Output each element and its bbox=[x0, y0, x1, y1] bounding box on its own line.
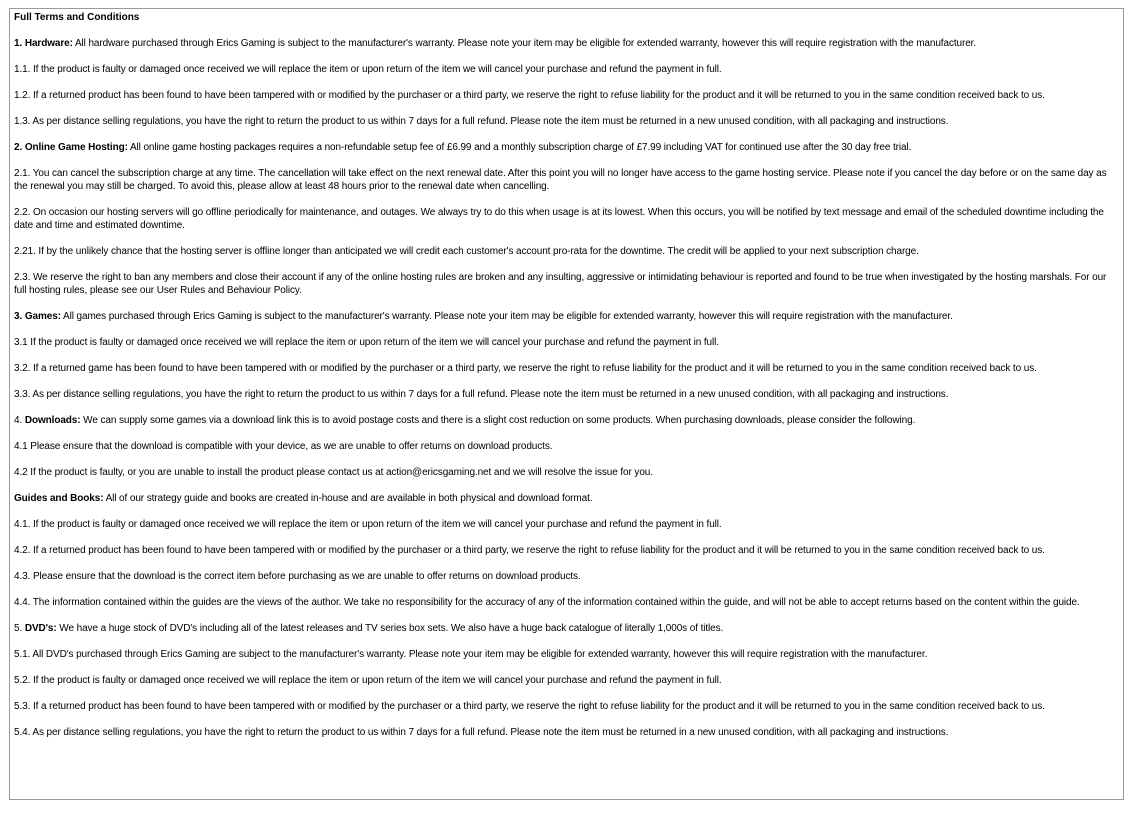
paragraph-text: 1.1. If the product is faulty or damaged once received we will replace the item or upon return of the item we will cancel your purchase and refund the payment in full. bbox=[14, 64, 722, 75]
terms-paragraph bbox=[14, 440, 1119, 453]
paragraph-text: 4.1. If the product is faulty or damaged once received we will replace the item or upon return of the item we will cancel your purchase and refund the payment in full. bbox=[14, 519, 722, 530]
terms-paragraph bbox=[14, 141, 1119, 154]
terms-paragraph bbox=[14, 492, 1119, 505]
terms-body bbox=[14, 37, 1119, 739]
terms-paragraph bbox=[14, 362, 1119, 375]
paragraph-text: All games purchased through Erics Gaming is subject to the manufacturer's warranty. Please note your item may be eligible for extended warranty, however this will require registration with the manufacturer. bbox=[60, 311, 953, 322]
terms-paragraph bbox=[14, 596, 1119, 609]
terms-paragraph bbox=[14, 310, 1119, 323]
terms-paragraph bbox=[14, 37, 1119, 50]
paragraph-text: We can supply some games via a download link this is to avoid postage costs and there is a slight cost reduction on some products. When purchasing downloads, please consider the following. bbox=[80, 415, 916, 426]
terms-paragraph bbox=[14, 700, 1119, 713]
paragraph-text: 2.2. On occasion our hosting servers will go offline periodically for maintenance, and outages. We always try to do this when usage is at its lowest. When this occurs, you will be notified by text message and email of the scheduled downtime including the date and time and estimated downtime. bbox=[14, 207, 1104, 231]
paragraph-text: 4.4. The information contained within the guides are the views of the author. We take no responsibility for the accuracy of any of the information contained within the guide, and will not be able to accept returns based on the content within the guide. bbox=[14, 597, 1080, 608]
paragraph-text: 5.2. If the product is faulty or damaged once received we will replace the item or upon return of the item we will cancel your purchase and refund the payment in full. bbox=[14, 675, 722, 686]
paragraph-text: 1.2. If a returned product has been found to have been tampered with or modified by the purchaser or a third party, we reserve the right to refuse liability for the product and it will be returned to you in the same condition received back to us. bbox=[14, 90, 1045, 101]
terms-paragraph bbox=[14, 544, 1119, 557]
paragraph-text: 2.3. We reserve the right to ban any members and close their account if any of the online hosting rules are broken and any insulting, aggressive or intimidating behaviour is reported and found to be true when investigated by the hosting marshals. For our full hosting rules, please see our User Rules and Behaviour Policy. bbox=[14, 272, 1107, 296]
paragraph-text: 5.4. As per distance selling regulations, you have the right to return the product to us within 7 days for a full refund. Please note the item must be returned in a new unused condition, with all packaging and instructions. bbox=[14, 727, 949, 738]
paragraph-text: 1.3. As per distance selling regulations, you have the right to return the product to us within 7 days for a full refund. Please note the item must be returned in a new unused condition, with all packaging and instructions. bbox=[14, 116, 949, 127]
terms-paragraph bbox=[14, 89, 1119, 102]
page-title: Full Terms and Conditions bbox=[14, 12, 140, 23]
terms-paragraph bbox=[14, 622, 1119, 635]
terms-paragraph bbox=[14, 271, 1119, 297]
terms-paragraph bbox=[14, 726, 1119, 739]
paragraph-text: We have a huge stock of DVD's including all of the latest releases and TV series box sets. We also have a huge back catalogue of literally 1,000s of titles. bbox=[56, 623, 724, 634]
paragraph-text: 3.1 If the product is faulty or damaged once received we will replace the item or upon return of the item we will cancel your purchase and refund the payment in full. bbox=[14, 337, 719, 348]
paragraph-text: 4.2. If a returned product has been found to have been tampered with or modified by the purchaser or a third party, we reserve the right to refuse liability for the product and it will be returned to you in the same condition received back to us. bbox=[14, 545, 1045, 556]
paragraph-text: 2.21. If by the unlikely chance that the hosting server is offline longer than anticipated we will credit each customer's account pro-rata for the downtime. The credit will be applied to your next subscription charge. bbox=[14, 246, 919, 257]
paragraph-text: 5.1. All DVD's purchased through Erics Gaming are subject to the manufacturer's warranty. Please note your item may be eligible for extended warranty, however this will require registration with the manufacturer. bbox=[14, 649, 928, 660]
paragraph-heading: Downloads: bbox=[24, 415, 81, 426]
terms-paragraph bbox=[14, 388, 1119, 401]
paragraph-text: 3.3. As per distance selling regulations, you have the right to return the product to us within 7 days for a full refund. Please note the item must be returned in a new unused condition, with all packaging and instructions. bbox=[14, 389, 949, 400]
paragraph-heading: 3. Games: bbox=[14, 311, 61, 322]
terms-paragraph bbox=[14, 115, 1119, 128]
terms-paragraph bbox=[14, 63, 1119, 76]
terms-paragraph bbox=[14, 648, 1119, 661]
paragraph-text: 4.1 Please ensure that the download is compatible with your device, as we are unable to offer returns on download products. bbox=[14, 441, 553, 452]
terms-paragraph bbox=[14, 518, 1119, 531]
paragraph-heading: DVD's: bbox=[24, 623, 57, 634]
paragraph-heading: Guides and Books: bbox=[14, 493, 104, 504]
paragraph-heading: 2. Online Game Hosting: bbox=[14, 142, 128, 153]
terms-paragraph bbox=[14, 414, 1119, 427]
paragraph-text: 2.1. You can cancel the subscription charge at any time. The cancellation will take effect on the next renewal date. After this point you will no longer have access to the game hosting service. Please note if you cancel the day before or on the same day as the renewal you may still be charged. To avoid this, please allow at least 48 hours prior to the renewal date when cancelling. bbox=[14, 168, 1107, 192]
terms-paragraph bbox=[14, 466, 1119, 479]
paragraph-heading: 1. Hardware: bbox=[14, 38, 73, 49]
paragraph-text: All hardware purchased through Erics Gaming is subject to the manufacturer's warranty. Please note your item may be eligible for extended warranty, however this will require registration with the manufacturer. bbox=[72, 38, 977, 49]
paragraph-text: 5.3. If a returned product has been found to have been tampered with or modified by the purchaser or a third party, we reserve the right to refuse liability for the product and it will be returned to you in the same condition received back to us. bbox=[14, 701, 1045, 712]
terms-paragraph bbox=[14, 245, 1119, 258]
paragraph-prefix: 5. bbox=[14, 623, 25, 634]
paragraph-text: 3.2. If a returned game has been found to have been tampered with or modified by the purchaser or a third party, we reserve the right to refuse liability for the product and it will be returned to you in the same condition received back to us. bbox=[14, 363, 1037, 374]
paragraph-prefix: 4. bbox=[14, 415, 25, 426]
paragraph-text: 4.3. Please ensure that the download is the correct item before purchasing as we are unable to offer returns on download products. bbox=[14, 571, 581, 582]
terms-paragraph bbox=[14, 206, 1119, 232]
terms-paragraph bbox=[14, 336, 1119, 349]
terms-paragraph bbox=[14, 570, 1119, 583]
terms-paragraph bbox=[14, 674, 1119, 687]
paragraph-text: All online game hosting packages requires a non-refundable setup fee of £6.99 and a monthly subscription charge of £7.99 including VAT for continued use after the 30 day free trial. bbox=[127, 142, 912, 153]
terms-paragraph bbox=[14, 167, 1119, 193]
paragraph-text: 4.2 If the product is faulty, or you are unable to install the product please contact us at action@ericsgaming.net and we will resolve the issue for you. bbox=[14, 467, 653, 478]
terms-panel bbox=[9, 8, 1124, 800]
paragraph-text: All of our strategy guide and books are created in-house and are available in both physical and download format. bbox=[103, 493, 593, 504]
